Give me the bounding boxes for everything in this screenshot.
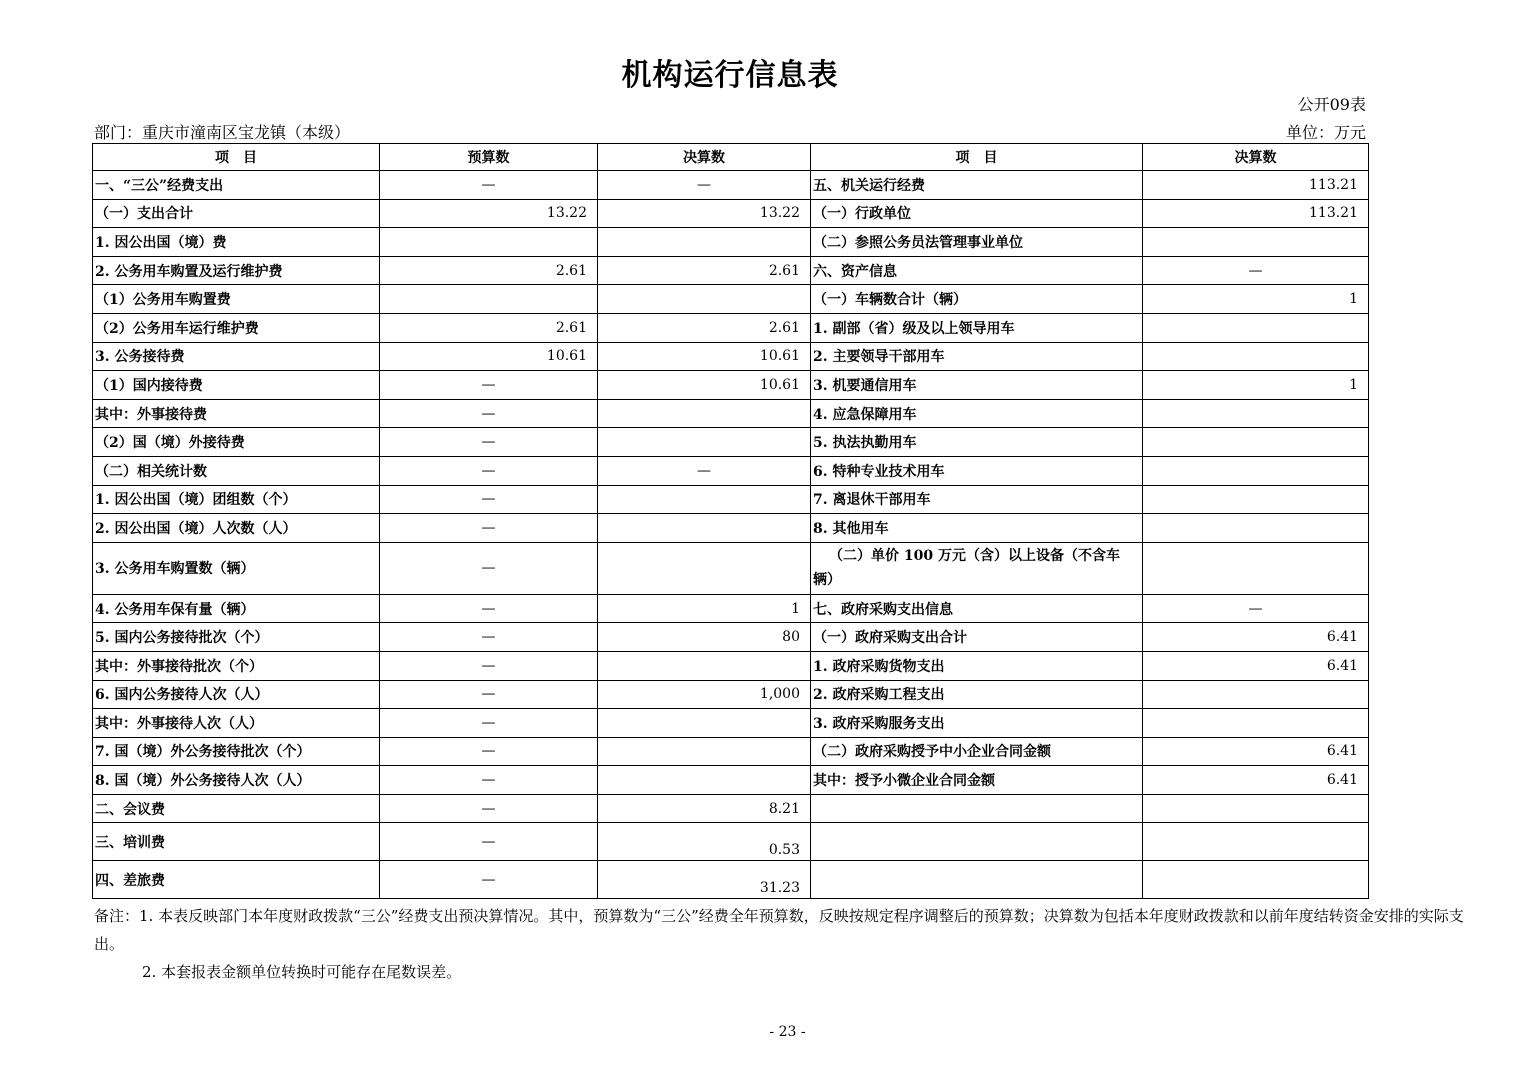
notes [94, 902, 1464, 986]
final-cell: 8.21 [598, 794, 811, 823]
table-row [93, 651, 1369, 680]
right-label: 7. 离退休干部用车 [811, 485, 1143, 514]
right-final-cell [1143, 456, 1369, 485]
final-cell: 1 [598, 594, 811, 623]
right-final-cell [1143, 709, 1369, 738]
left-label: 6. 国内公务接待人次（人） [93, 680, 380, 709]
final-cell: — [598, 171, 811, 200]
table-row [93, 371, 1369, 400]
budget-cell: — [380, 623, 598, 652]
table-row [93, 199, 1369, 228]
right-label: 1. 副部（省）级及以上领导用车 [811, 313, 1143, 342]
budget-cell: — [380, 456, 598, 485]
budget-cell: — [380, 680, 598, 709]
final-cell [598, 514, 811, 543]
left-label: 7. 国（境）外公务接待批次（个） [93, 737, 380, 766]
budget-cell: 10.61 [380, 342, 598, 371]
final-cell: 31.23 [598, 861, 811, 899]
right-final-cell [1143, 399, 1369, 428]
budget-cell [380, 285, 598, 314]
right-final-cell: 6.41 [1143, 623, 1369, 652]
final-cell: 0.53 [598, 823, 811, 861]
table-row [93, 861, 1369, 899]
budget-cell: — [380, 823, 598, 861]
right-final-cell [1143, 514, 1369, 543]
left-label: （二）相关统计数 [93, 456, 380, 485]
table-row [93, 594, 1369, 623]
right-label: 4. 应急保障用车 [811, 399, 1143, 428]
right-label: 5. 执法执勤用车 [811, 428, 1143, 457]
right-final-cell [1143, 228, 1369, 257]
budget-cell: — [380, 594, 598, 623]
right-label: 3. 机要通信用车 [811, 371, 1143, 400]
final-cell [598, 228, 811, 257]
right-final-cell: 1 [1143, 371, 1369, 400]
note-2: 2. 本套报表金额单位转换时可能存在尾数误差。 [142, 963, 462, 981]
final-cell [598, 542, 811, 594]
left-label: （2）国（境）外接待费 [93, 428, 380, 457]
right-final-cell: 6.41 [1143, 766, 1369, 795]
table-row [93, 485, 1369, 514]
left-label: （一）支出合计 [93, 199, 380, 228]
department-label: 部门：重庆市潼南区宝龙镇（本级） [94, 123, 351, 142]
right-label: 2. 主要领导干部用车 [811, 342, 1143, 371]
budget-cell: — [380, 737, 598, 766]
page-number: - 23 - [769, 1024, 806, 1040]
final-cell: — [598, 456, 811, 485]
budget-cell: — [380, 794, 598, 823]
right-final-cell [1143, 342, 1369, 371]
budget-cell: — [380, 709, 598, 738]
right-label: 其中：授予小微企业合同金额 [811, 766, 1143, 795]
right-label [811, 823, 1143, 861]
final-cell [598, 285, 811, 314]
right-final-cell [1143, 485, 1369, 514]
left-label: 其中：外事接待费 [93, 399, 380, 428]
header-budget: 预算数 [380, 144, 598, 171]
right-label: 五、机关运行经费 [811, 171, 1143, 200]
left-label: 其中：外事接待批次（个） [93, 651, 380, 680]
right-label: （二）政府采购授予中小企业合同金额 [811, 737, 1143, 766]
left-label: 1. 因公出国（境）团组数（个） [93, 485, 380, 514]
budget-cell: — [380, 371, 598, 400]
table-row [93, 623, 1369, 652]
table-row [93, 399, 1369, 428]
budget-cell: — [380, 766, 598, 795]
final-cell: 2.61 [598, 256, 811, 285]
final-cell [598, 428, 811, 457]
right-label [811, 794, 1143, 823]
table-row [93, 823, 1369, 861]
right-final-cell: 113.21 [1143, 199, 1369, 228]
left-label: 四、差旅费 [93, 861, 380, 899]
left-label: 3. 公务用车购置数（辆） [93, 542, 380, 594]
table-row [93, 228, 1369, 257]
table-row [93, 428, 1369, 457]
budget-cell [380, 228, 598, 257]
left-label: 二、会议费 [93, 794, 380, 823]
header-final: 决算数 [598, 144, 811, 171]
right-final-cell [1143, 794, 1369, 823]
right-label: （二）单价 100 万元（含）以上设备（不含车辆） [811, 542, 1143, 594]
unit-label: 单位：万元 [1285, 123, 1366, 142]
form-number: 公开09表 [1297, 95, 1366, 114]
right-label: （一）政府采购支出合计 [811, 623, 1143, 652]
left-label: （2）公务用车运行维护费 [93, 313, 380, 342]
left-label: 其中：外事接待人次（人） [93, 709, 380, 738]
final-cell [598, 399, 811, 428]
left-label: 一、“三公”经费支出 [93, 171, 380, 200]
right-final-cell [1143, 823, 1369, 861]
right-label: 七、政府采购支出信息 [811, 594, 1143, 623]
table-row [93, 737, 1369, 766]
final-cell: 13.22 [598, 199, 811, 228]
left-label: （1）国内接待费 [93, 371, 380, 400]
table-row [93, 709, 1369, 738]
table-row [93, 766, 1369, 795]
final-cell: 1,000 [598, 680, 811, 709]
page-title: 机构运行信息表 [621, 58, 839, 93]
table-row [93, 514, 1369, 543]
budget-cell: — [380, 399, 598, 428]
right-final-cell [1143, 680, 1369, 709]
final-cell [598, 651, 811, 680]
right-label: 1. 政府采购货物支出 [811, 651, 1143, 680]
final-cell [598, 485, 811, 514]
budget-cell: 2.61 [380, 256, 598, 285]
right-final-cell [1143, 861, 1369, 899]
note-1: 备注：1. 本表反映部门本年度财政拨款“三公”经费支出预决算情况。其中，预算数为“三公”经费全年预算数，反映按规定程序调整后的预算数；决算数为包括本年度财政拨款和以前年度结转资金安排的实际支出。 [94, 907, 1464, 953]
budget-cell: 2.61 [380, 313, 598, 342]
final-cell: 2.61 [598, 313, 811, 342]
right-label: 3. 政府采购服务支出 [811, 709, 1143, 738]
left-label: 2. 因公出国（境）人次数（人） [93, 514, 380, 543]
budget-cell: — [380, 485, 598, 514]
left-label: （1）公务用车购置费 [93, 285, 380, 314]
table-row [93, 285, 1369, 314]
right-label: 8. 其他用车 [811, 514, 1143, 543]
final-cell [598, 766, 811, 795]
right-label: （一）车辆数合计（辆） [811, 285, 1143, 314]
table-row [93, 342, 1369, 371]
budget-cell: — [380, 861, 598, 899]
right-final-cell: — [1143, 594, 1369, 623]
left-label: 8. 国（境）外公务接待人次（人） [93, 766, 380, 795]
right-final-cell [1143, 313, 1369, 342]
table-row [93, 256, 1369, 285]
table-row [93, 794, 1369, 823]
table-row [93, 313, 1369, 342]
final-cell [598, 709, 811, 738]
info-table [92, 143, 1369, 899]
right-final-cell: 113.21 [1143, 171, 1369, 200]
budget-cell: — [380, 651, 598, 680]
final-cell: 10.61 [598, 371, 811, 400]
budget-cell: — [380, 171, 598, 200]
final-cell: 10.61 [598, 342, 811, 371]
final-cell: 80 [598, 623, 811, 652]
left-label: 2. 公务用车购置及运行维护费 [93, 256, 380, 285]
final-cell [598, 737, 811, 766]
left-label: 5. 国内公务接待批次（个） [93, 623, 380, 652]
table-row [93, 542, 1369, 594]
left-label: 3. 公务接待费 [93, 342, 380, 371]
header-item: 项 目 [93, 144, 380, 171]
right-final-cell [1143, 542, 1369, 594]
header-final-right: 决算数 [1143, 144, 1369, 171]
right-label: 2. 政府采购工程支出 [811, 680, 1143, 709]
right-label: （一）行政单位 [811, 199, 1143, 228]
right-label [811, 861, 1143, 899]
right-final-cell [1143, 428, 1369, 457]
budget-cell: — [380, 514, 598, 543]
left-label: 三、培训费 [93, 823, 380, 861]
budget-cell: — [380, 428, 598, 457]
left-label: 4. 公务用车保有量（辆） [93, 594, 380, 623]
table-row [93, 456, 1369, 485]
right-label: （二）参照公务员法管理事业单位 [811, 228, 1143, 257]
table-row [93, 171, 1369, 200]
left-label: 1. 因公出国（境）费 [93, 228, 380, 257]
table-row [93, 680, 1369, 709]
right-label: 6. 特种专业技术用车 [811, 456, 1143, 485]
right-final-cell: 6.41 [1143, 651, 1369, 680]
right-final-cell: 1 [1143, 285, 1369, 314]
right-final-cell: — [1143, 256, 1369, 285]
budget-cell: — [380, 542, 598, 594]
header-item-right: 项 目 [811, 144, 1143, 171]
budget-cell: 13.22 [380, 199, 598, 228]
right-final-cell: 6.41 [1143, 737, 1369, 766]
table-header-row [93, 144, 1369, 171]
right-label: 六、资产信息 [811, 256, 1143, 285]
